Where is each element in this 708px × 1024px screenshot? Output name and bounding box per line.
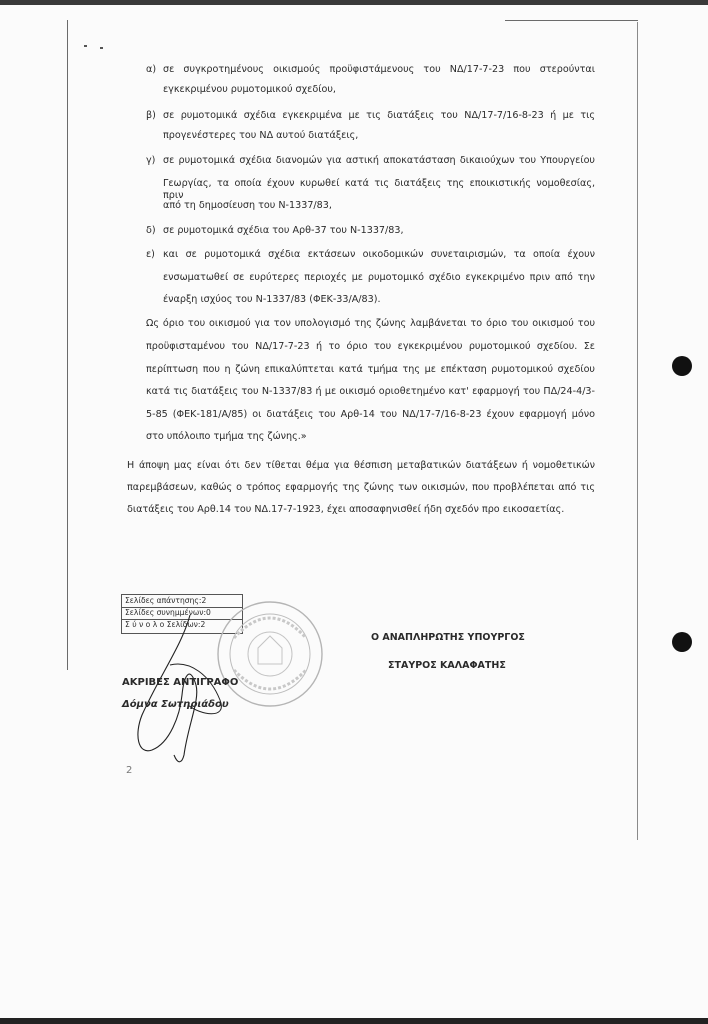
list-item-text: σε ρυμοτομικά σχέδια διανομών για αστική αποκατάσταση δικαιούχων του Υπουργείου xyxy=(163,155,595,166)
scan-top-edge xyxy=(0,0,708,5)
list-marker: α) xyxy=(146,64,157,75)
scan-bottom-edge xyxy=(0,1018,708,1024)
list-item-text: σε ρυμοτομικά σχέδια του Αρθ-37 του Ν-1337/83, xyxy=(163,225,404,236)
scan-speck xyxy=(100,47,103,49)
list-item-text: Γεωργίας, τα οποία έχουν κυρωθεί κατά τις διατάξεις της εποικιστικής νομοθεσίας, πριν xyxy=(163,178,595,201)
punch-hole xyxy=(672,632,692,652)
paragraph-line: στο υπόλοιπο τμήμα της ζώνης.» xyxy=(146,431,307,442)
left-margin-line xyxy=(67,20,68,670)
page-number: 2 xyxy=(126,765,133,776)
list-item-text: από τη δημοσίευση του Ν-1337/83, xyxy=(163,200,332,211)
scan-speck xyxy=(84,45,87,47)
list-item-text: προγενέστερες του ΝΔ αυτού διατάξεις, xyxy=(163,130,359,141)
list-marker: δ) xyxy=(146,225,156,236)
paragraph-line: κατά τις διατάξεις του Ν-1337/83 ή με οικισμό οριοθετημένο κατ' εφαρμογή του ΠΔ/24-4/3- xyxy=(146,386,595,397)
minister-title: Ο ΑΝΑΠΛΗΡΩΤΗΣ ΥΠΟΥΡΓΟΣ xyxy=(371,632,525,643)
punch-hole xyxy=(672,356,692,376)
list-item-text: έναρξη ισχύος του Ν-1337/83 (ΦΕΚ-33/Α/83). xyxy=(163,294,381,305)
paragraph-line: παρεμβάσεων, καθώς ο τρόπος εφαρμογής της ζώνης των οικισμών, που προβλέπεται από τις xyxy=(127,482,595,493)
paragraph-line: προϋφισταμένου του ΝΔ/17-7-23 ή το όριο του εγκεκριμένου ρυμοτομικού σχεδίου. Σε xyxy=(146,341,595,352)
paragraph-line: 5-85 (ΦΕΚ-181/Α/85) οι διατάξεις του Αρθ-14 του ΝΔ/17-7/16-8-23 έχουν εφαρμογή μόνο xyxy=(146,409,595,420)
list-marker: β) xyxy=(146,110,156,121)
paragraph-line: διατάξεις του Αρθ.14 του ΝΔ.17-7-1923, έχει αποσαφηνισθεί ήδη σχεδόν προ εικοσαετίας. xyxy=(127,504,565,515)
paragraph-line: Ως όριο του οικισμού για τον υπολογισμό της ζώνης λαμβάνεται το όριο του οικισμού του xyxy=(146,318,595,329)
certified-copy-name: Δόμνα Σωτηριάδου xyxy=(122,699,229,710)
list-marker: ε) xyxy=(146,249,155,260)
certified-copy-label: ΑΚΡΙΒΕΣ ΑΝΤΙΓΡΑΦΟ xyxy=(122,677,239,688)
paragraph-line: Η άποψη μας είναι ότι δεν τίθεται θέμα για θέσπιση μεταβατικών διατάξεων ή νομοθετικών xyxy=(127,460,595,471)
paragraph-line: περίπτωση που η ζώνη επικαλύπτεται κατά τμήμα της με επέκταση ρυμοτομικού σχεδίου xyxy=(146,364,595,375)
pages-total: Σ ύ ν ο λ ο Σελίδων:2 xyxy=(125,620,206,629)
right-margin-line xyxy=(637,22,638,840)
list-item-text: σε συγκροτημένους οικισμούς προϋφιστάμενους του ΝΔ/17-7-23 που στερούνται xyxy=(163,64,595,75)
pages-reply: Σελίδες απάντησης:2 xyxy=(125,596,207,605)
minister-name: ΣΤΑΥΡΟΣ ΚΑΛΑΦΑΤΗΣ xyxy=(388,660,506,671)
list-item-text: ενσωματωθεί σε ευρύτερες περιοχές με ρυμοτομικό σχέδιο εγκεκριμένο πριν από την xyxy=(163,272,595,283)
list-marker: γ) xyxy=(146,155,156,166)
top-corner-line xyxy=(505,20,638,21)
pages-attached: Σελίδες συνημμένων:0 xyxy=(125,608,211,617)
list-item-text: εγκεκριμένου ρυμοτομικού σχεδίου, xyxy=(163,84,336,95)
list-item-text: σε ρυμοτομικά σχέδια εγκεκριμένα με τις διατάξεις του ΝΔ/17-7/16-8-23 ή με τις xyxy=(163,110,595,121)
list-item-text: και σε ρυμοτομικά σχέδια εκτάσεων οικοδομικών συνεταιρισμών, τα οποία έχουν xyxy=(163,249,595,260)
